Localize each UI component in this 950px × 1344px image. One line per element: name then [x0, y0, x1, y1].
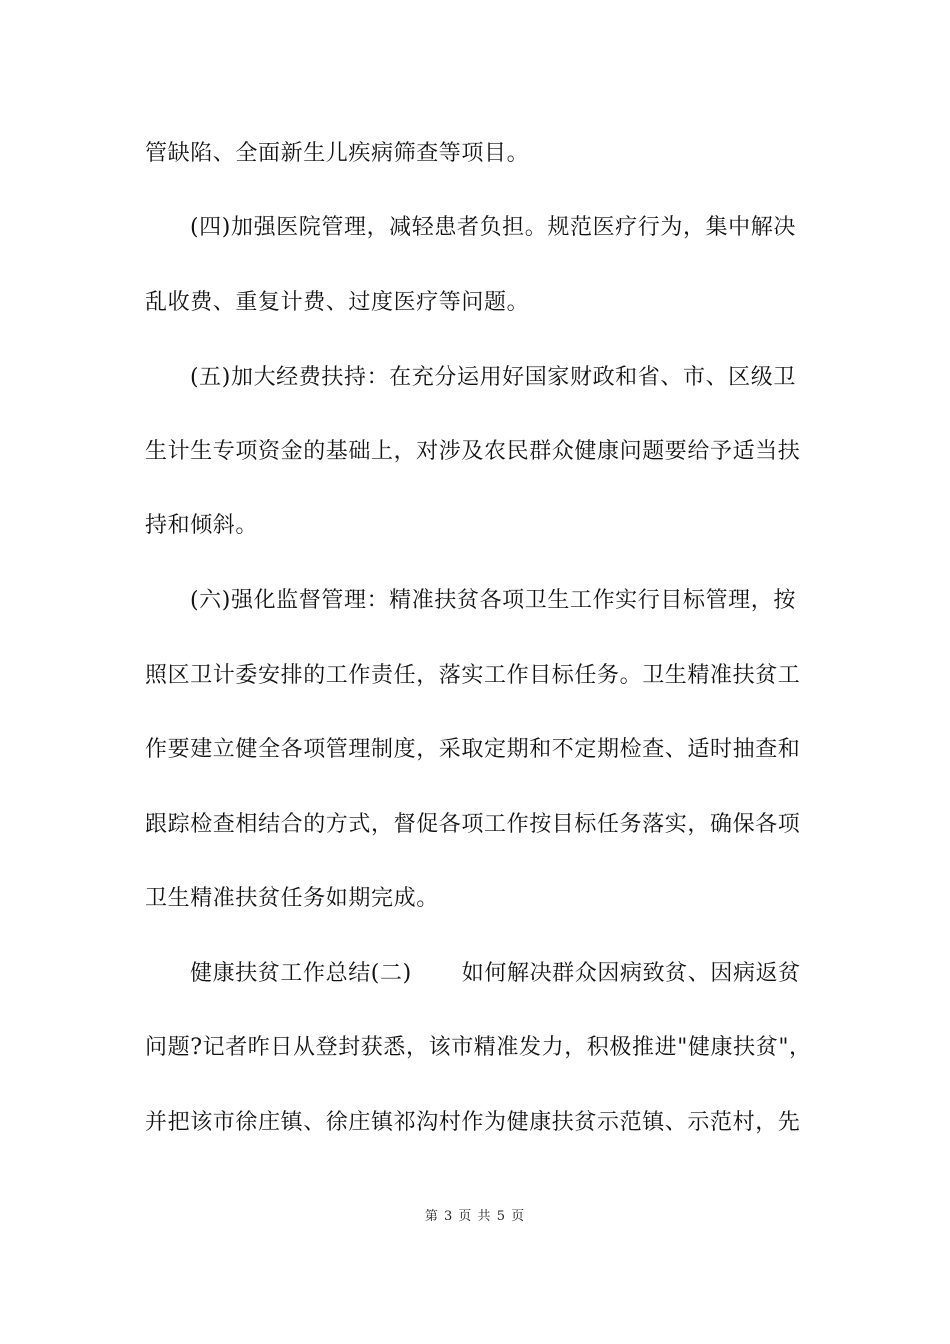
text-line: 管缺陷、全面新生儿疾病筛查等项目。: [145, 141, 530, 166]
text-line: 并把该市徐庄镇、徐庄镇祁沟村作为健康扶贫示范镇、示范村，先: [145, 1110, 801, 1135]
text-line: 生计生专项资金的基础上，对涉及农民群众健康问题要给予适当扶: [145, 439, 801, 464]
text-line: (四)加强医院管理，减轻患者负担。规范医疗行为，集中解决: [190, 215, 796, 240]
text-line: (五)加大经费扶持：在充分运用好国家财政和省、市、区级卫: [190, 365, 796, 390]
text-line: 乱收费、重复计费、过度医疗等问题。: [145, 290, 530, 315]
page-number-footer: 第 3 页 共 5 页: [424, 1209, 526, 1224]
text-line: (六)强化监督管理：精准扶贫各项卫生工作实行目标管理，按: [190, 588, 796, 613]
text-line: 问题?记者昨日从登封获悉，该市精准发力，积极推进"健康扶贫"，: [145, 1035, 812, 1060]
text-line: 跟踪检查相结合的方式，督促各项工作按目标任务落实，确保各项: [145, 812, 801, 837]
text-line: 卫生精准扶贫任务如期完成。: [145, 886, 439, 911]
section-intro: 如何解决群众因病致贫、因病返贫: [461, 961, 801, 986]
section-title: 健康扶贫工作总结(二): [190, 961, 412, 986]
text-line: 照区卫计委安排的工作责任，落实工作目标任务。卫生精准扶贫工: [145, 663, 801, 688]
text-line: 持和倾斜。: [145, 513, 259, 538]
text-line: 作要建立健全各项管理制度，采取定期和不定期检查、适时抽查和: [145, 737, 801, 762]
section-heading-line: [190, 959, 810, 989]
